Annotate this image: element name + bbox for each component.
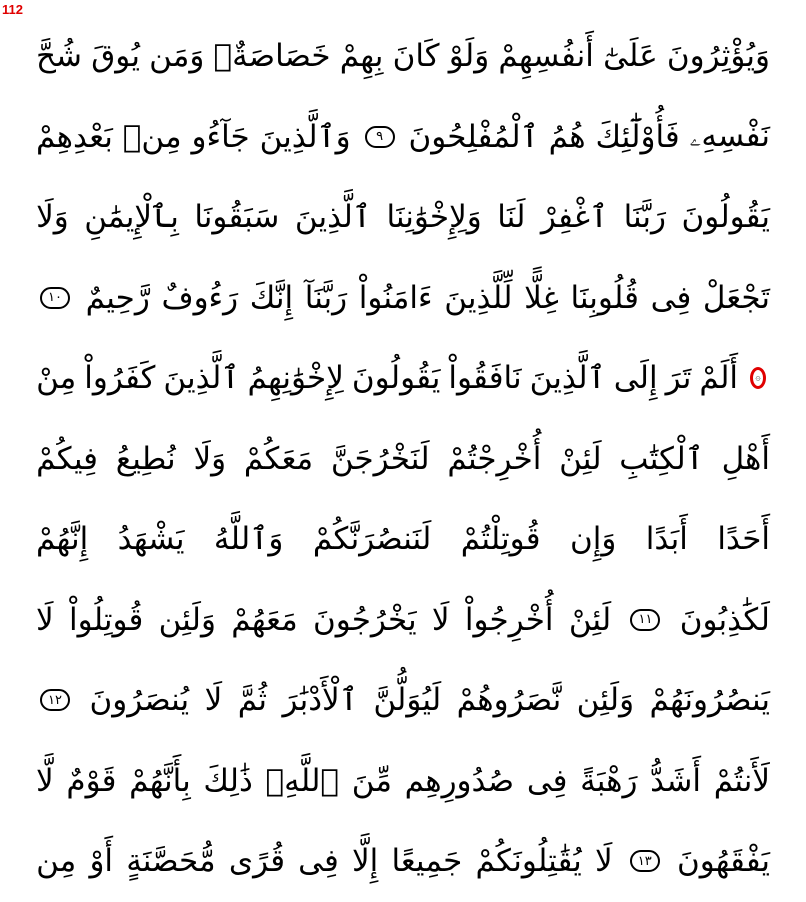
word: لَا [36,601,54,638]
word: وَٱللَّهُ [213,521,284,558]
word: بَعْدِهِمْ [36,118,113,155]
word: وَلَا [36,199,69,236]
word: هُمُ [548,118,586,155]
text-line [36,499,770,580]
text-line [36,741,770,822]
word: وَلَوْ [448,38,490,75]
word: أُخْرِجُواْ [464,601,554,638]
word: ذَٰلِكَ [203,762,253,799]
word: ٱلْأَدْبَٰرَ [282,682,358,719]
word: ٱلَّذِينَ [163,360,240,397]
word: لَئِنْ [559,440,602,477]
word: بِٱلْإِيمَٰنِ [84,199,179,236]
text-line [36,419,770,500]
word: فِيكُمْ [36,440,99,477]
word: لَنَنصُرَنَّكُمْ [312,521,432,558]
word: لَّا [36,762,54,799]
word: غِلًّا [524,279,559,316]
word: يَشْهَدُ [117,521,185,558]
word: لَا [204,682,223,719]
word: ثُمَّ [237,682,268,719]
word: كَفَرُواْ [84,360,156,397]
ayah-number-marker: ١١ [630,609,660,631]
word: أَنفُسِهِمْ [498,38,594,75]
text-line [36,660,770,741]
word: فِى [298,843,339,880]
word: أَحَدًا [717,521,770,558]
word: رَّحِيمٌ [85,279,150,316]
word: لَنَا [497,199,526,236]
word: رَءُوفٌ [161,279,239,316]
text-line [36,258,770,339]
word: سَبَقُونَا [194,199,280,236]
word: فِى [650,279,692,316]
word: أَهْلِ [721,440,770,477]
word: نُطِيعُ [115,440,176,477]
word: مِن [36,843,77,880]
word: أَوْ [89,843,114,880]
word: خَصَاصَةٌۚ [213,38,331,75]
word: وَلِإِخْوَٰنِنَا [386,199,482,236]
word: ٱللَّهِۚ [265,762,340,799]
word: يُوقَ [91,38,140,75]
word: يُقَٰتِلُونَكُمْ [475,843,582,880]
word: يَفْقَهُونَ [676,843,770,880]
word: يُنصَرُونَ [89,682,190,719]
word: ٱلَّذِينَ [294,199,371,236]
word: ٱلْمُفْلِحُونَ [408,118,539,155]
word: ءَامَنُواْ [358,279,433,316]
word: لَئِنْ [568,601,612,638]
ayah-number-marker: ١٠ [40,287,70,309]
word: رَهْبَةً [580,762,638,799]
text-line [36,338,770,419]
word: وَيُؤْثِرُونَ [666,38,770,75]
word: إِنَّكَ [249,279,294,316]
word: تَرَ [665,360,692,397]
word: لَا [594,843,613,880]
text-line [36,580,770,661]
word: صُدُورِهِم [404,762,515,799]
ayah-number-marker: ١٢ [40,689,70,711]
word: وَإِن [569,521,617,558]
word: ٱغْفِرْ [540,199,609,236]
word: لَأَنتُمْ [713,762,770,799]
word: فَأُوْلَٰٓئِكَ [595,118,680,155]
word: بِهِمْ [339,38,384,75]
quran-text-block [36,16,770,880]
word: جَمِيعًا [391,843,463,880]
word: قُلُوبِنَا [570,279,639,316]
word: أَلَمْ [699,360,739,397]
word: نَّصَرُوهُمْ [456,682,562,719]
word: كَانَ [392,38,440,75]
word: لِّلَّذِينَ [444,279,513,316]
word: ٱلَّذِينَ [529,360,606,397]
word: مِنْ [36,360,77,397]
word: لِإِخْوَٰنِهِمُ [247,360,344,397]
word: جَآءُو [191,118,250,155]
text-line [36,16,770,97]
word: رَبَّنَا [623,199,666,236]
word: يَقُولُونَ [351,360,441,397]
ayah-number-marker: ١٣ [630,850,660,872]
word: أَبَدًا [645,521,688,558]
word: ٱلْكِتَٰبِ [619,440,704,477]
page-number: 112 [2,2,23,17]
word: يَخْرُجُونَ [312,601,417,638]
word: مِنۢ [122,118,182,155]
word: وَلَا [193,440,227,477]
word: إِلَّا [352,843,379,880]
ruku-marker-icon: ۞ [750,367,766,389]
word: قُوتِلْتُمْ [460,521,541,558]
word: يَنصُرُونَهُمْ [649,682,770,719]
word: أُخْرِجْتُمْ [447,440,542,477]
word: يَقُولُونَ [681,199,770,236]
word: إِلَى [613,360,658,397]
word: تَجْعَلْ [702,279,770,316]
word: شُحَّ [36,38,83,75]
word: أَشَدُّ [650,762,702,799]
word: لَيُوَلُّنَّ [373,682,442,719]
word: وَمَن [149,38,205,75]
word: إِنَّهُمْ [36,521,89,558]
word: لَكَٰذِبُونَ [679,601,770,638]
word: وَلَئِن [576,682,635,719]
word: مُّحَصَّنَةٍ [126,843,216,880]
text-line [36,821,770,902]
word: لَا [431,601,450,638]
text-line [36,97,770,178]
word: قُرًى [228,843,286,880]
word: مَعَكُمْ [243,440,314,477]
word: قَوْمٌ [66,762,117,799]
word: نَافَقُواْ [448,360,522,397]
word: مَعَهُمْ [231,601,298,638]
word: قُوتِلُواْ [68,601,144,638]
word: مِّنَ [351,762,392,799]
word: لَنَخْرُجَنَّ [330,440,430,477]
word: بِأَنَّهُمْ [129,762,191,799]
text-line [36,177,770,258]
word: فِى [526,762,568,799]
word: وَلَئِن [158,601,216,638]
word: رَبَّنَآ [304,279,348,316]
ayah-number-marker: ٩ [365,126,395,148]
word: وَٱلَّذِينَ [259,118,351,155]
word: عَلَىٰٓ [603,38,658,75]
word: نَفْسِهِۦ [689,118,770,155]
